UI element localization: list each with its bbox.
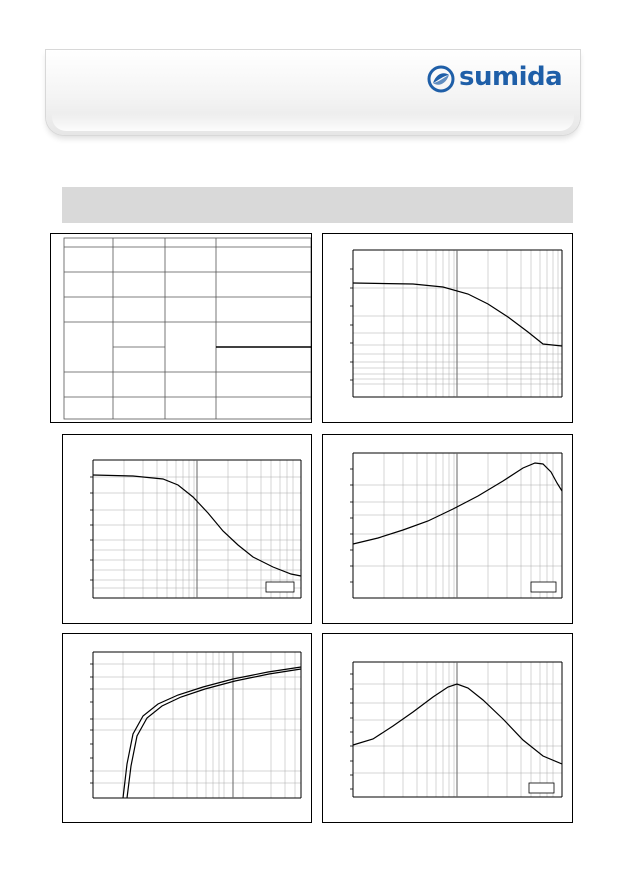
curve-5b [127, 669, 301, 798]
chart-panel-2 [322, 233, 573, 423]
legend-box [531, 582, 556, 592]
chart-5 [63, 634, 311, 822]
logo-text: sumida [459, 62, 563, 92]
chart-panel-4 [322, 434, 573, 624]
chart-panel-3 [62, 434, 312, 624]
legend-box [266, 582, 294, 592]
chart-panel-5 [62, 633, 312, 823]
title-bar [62, 187, 573, 223]
spec-table [51, 234, 311, 422]
chart-6 [323, 634, 572, 822]
chart-2 [323, 234, 572, 422]
sumida-swirl-icon [429, 67, 453, 91]
spec-table-panel [50, 233, 312, 423]
chart-3 [63, 435, 311, 623]
chart-4 [323, 435, 572, 623]
legend-box [529, 783, 554, 793]
chart-panel-6 [322, 633, 573, 823]
